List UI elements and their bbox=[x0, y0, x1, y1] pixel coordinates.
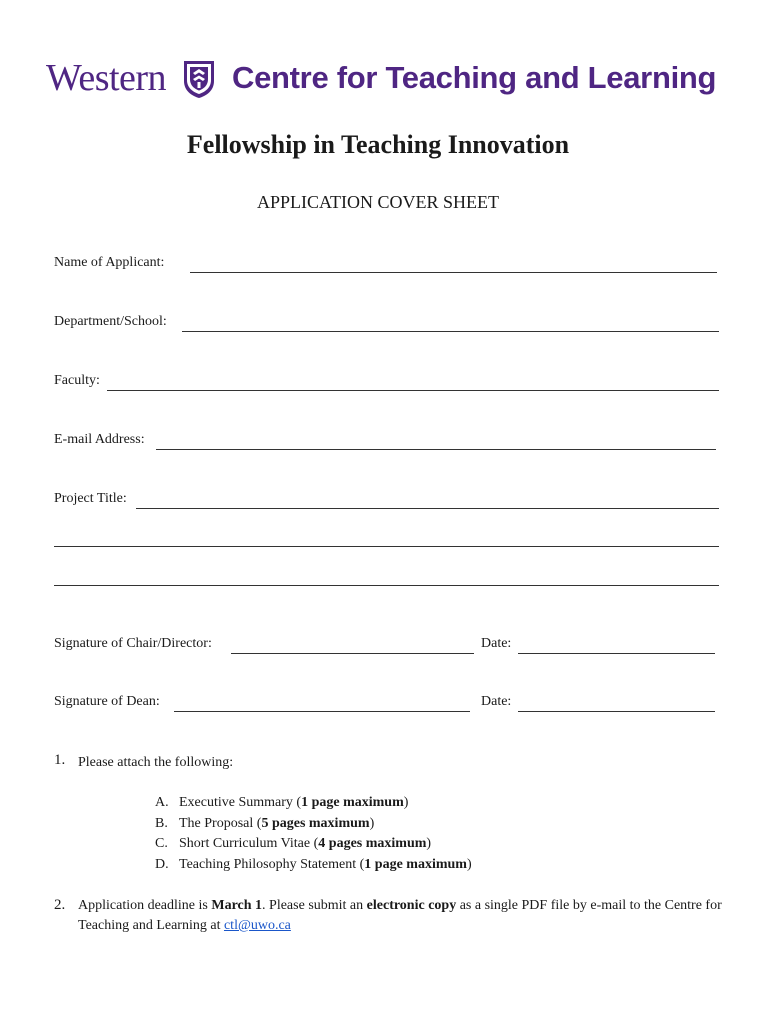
attachment-list bbox=[155, 793, 472, 875]
email-link[interactable]: ctl@uwo.ca bbox=[223, 918, 291, 933]
faculty-label: Faculty: bbox=[54, 373, 100, 388]
chair-date-line[interactable] bbox=[518, 653, 715, 654]
applicant-name-line[interactable] bbox=[190, 272, 717, 273]
dean-date-line[interactable] bbox=[518, 711, 715, 712]
applicant-name-label: Name of Applicant: bbox=[54, 255, 165, 270]
item-1-text: Please attach the following: bbox=[78, 755, 234, 770]
item-1-number: 1. bbox=[54, 752, 66, 768]
university-crest-icon bbox=[182, 59, 216, 99]
faculty-field bbox=[54, 371, 719, 391]
chair-signature-field bbox=[54, 634, 474, 654]
project-title-line-3[interactable] bbox=[54, 585, 719, 586]
project-title-field bbox=[54, 489, 719, 509]
item-2-text: Application deadline is March 1. Please submit an electronic copy as a single PDF file by e-mail to the Centre for Teaching and Learning at ctl@uwo.ca bbox=[78, 898, 722, 933]
department-line[interactable] bbox=[182, 331, 719, 332]
list-item: A. Executive Summary (1 page maximum) bbox=[155, 795, 409, 810]
email-line[interactable] bbox=[156, 449, 716, 450]
chair-signature-line[interactable] bbox=[231, 653, 474, 654]
item-2-number: 2. bbox=[54, 897, 66, 913]
dean-signature-field bbox=[54, 692, 470, 712]
department-field bbox=[54, 312, 719, 332]
list-item: B. The Proposal (5 pages maximum) bbox=[155, 815, 375, 831]
list-item: C. Short Curriculum Vitae (4 pages maximum) bbox=[155, 836, 432, 851]
department-label: Department/School: bbox=[54, 314, 167, 329]
chair-date-label: Date: bbox=[481, 636, 512, 651]
email-field bbox=[54, 430, 716, 450]
page-subtitle: APPLICATION COVER SHEET bbox=[256, 192, 499, 212]
dean-date-label: Date: bbox=[481, 694, 512, 709]
chair-signature-label: Signature of Chair/Director: bbox=[54, 636, 212, 651]
university-wordmark: Western bbox=[46, 57, 167, 99]
list-item: D. Teaching Philosophy Statement (1 page maximum) bbox=[155, 856, 472, 872]
email-label: E-mail Address: bbox=[54, 432, 145, 447]
chair-date-field bbox=[481, 634, 715, 654]
applicant-name-field bbox=[54, 253, 719, 273]
unit-name: Centre for Teaching and Learning bbox=[232, 60, 717, 95]
page-title: Fellowship in Teaching Innovation bbox=[186, 130, 570, 159]
project-title-line-2[interactable] bbox=[54, 546, 719, 547]
project-title-line[interactable] bbox=[136, 508, 719, 509]
dean-signature-label: Signature of Dean: bbox=[54, 694, 160, 709]
header bbox=[46, 56, 736, 100]
project-title-label: Project Title: bbox=[54, 491, 127, 506]
dean-signature-line[interactable] bbox=[174, 711, 470, 712]
faculty-line[interactable] bbox=[107, 390, 719, 391]
dean-date-field bbox=[481, 692, 715, 712]
